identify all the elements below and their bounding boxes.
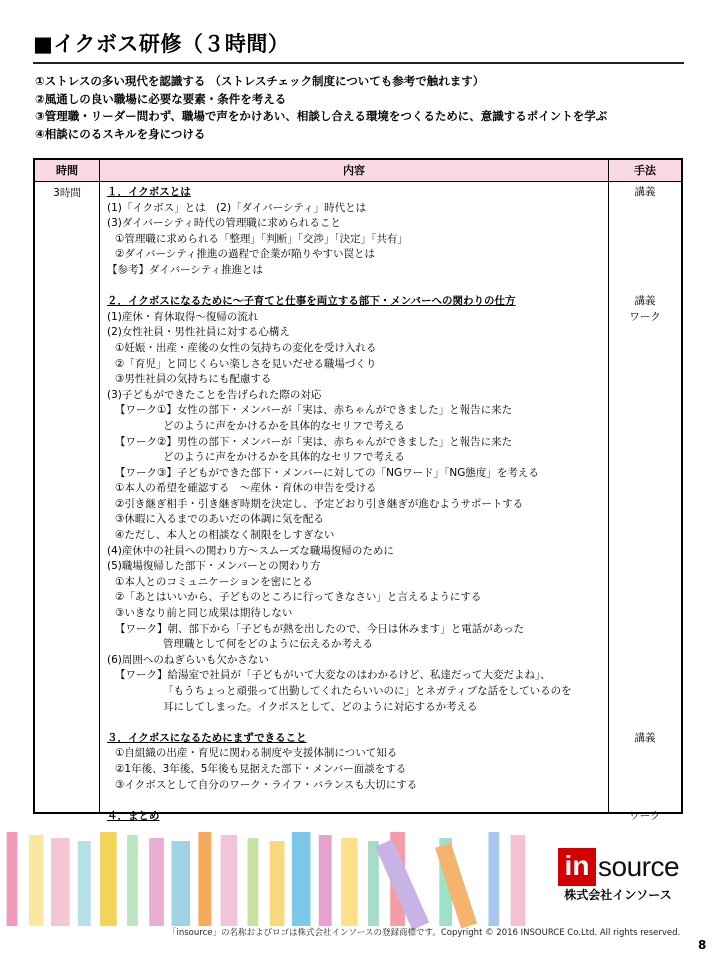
- book-spine-stripe: [368, 841, 379, 926]
- book-spine-stripe: [7, 832, 18, 926]
- content-line: ②ダイバーシティ推進の過程で企業が陥りやすい罠とは: [115, 248, 375, 261]
- book-spine-stripe: [270, 841, 285, 926]
- content-line: 管理職として何をどのように伝えるか考える: [163, 638, 373, 651]
- content-line: ②1年後、3年後、5年後も見据えた部下・メンバー面談をする: [115, 762, 407, 775]
- section-gap: [107, 793, 605, 809]
- book-spine-stripe: [127, 835, 138, 926]
- section-heading: ３．イクボスになるためにまずできること: [107, 731, 307, 744]
- objective-item: ①ストレスの多い現代を認識する （ストレスチェック制度についても参考で触れます）: [35, 74, 485, 88]
- content-line: ②引き継ぎ相手・引き継ぎ時期を決定し、予定どおり引き継ぎが進むようサポートする: [115, 497, 524, 510]
- book-spine-stripe: [221, 835, 238, 926]
- method-label: 講義: [634, 295, 656, 308]
- book-spine-stripe: [29, 835, 44, 926]
- book-spine-stripe: [149, 838, 164, 926]
- content-line: 【ワーク】朝、部下から「子どもが熱を出したので、今日は休みます」と電話があった: [115, 622, 525, 635]
- section-gap: [107, 279, 605, 295]
- book-spine-stripe: [171, 841, 190, 926]
- content-line: (1)産休・育休取得～復帰の流れ: [107, 310, 259, 323]
- section-heading: ４．まとめ: [107, 809, 160, 822]
- objective-item: ②風通しの良い職場に必要な要素・条件を考える: [35, 91, 287, 106]
- objectives-list: [35, 73, 685, 143]
- book-spine-stripe: [78, 841, 91, 926]
- objective-item: ③管理職・リーダー問わず、職場で声をかけあい、相談し合える環境をつくるために、意識するポイントを学ぶ: [35, 109, 608, 123]
- section-heading: １．イクボスとは: [107, 186, 191, 198]
- content-line: ②「あとはいいから、子どものところに行ってきなさい」と言えるようにする: [115, 591, 482, 604]
- section-gap: [107, 715, 605, 731]
- book-spine-stripe: [292, 832, 311, 926]
- book-spine-stripe: [341, 838, 358, 926]
- company-logo: [558, 848, 678, 908]
- method-label: ワーク: [629, 310, 661, 323]
- decorative-stripes: [0, 830, 530, 930]
- content-line: 【ワーク②】男性の部下・メンバーが「実は、赤ちゃんができました」と報告に来た: [115, 435, 513, 448]
- book-spine-stripe: [488, 832, 499, 926]
- section-heading: ２．イクボスになるために～子育てと仕事を両立する部下・メンバーへの関わりの仕方: [107, 295, 516, 308]
- page-title: ■イクボス研修（３時間）: [33, 32, 290, 56]
- method-label: 講義: [634, 732, 656, 744]
- content-line: ③イクボスとして自分のワーク・ライフ・バランスも大切にする: [115, 778, 418, 791]
- book-spine-stripe: [319, 835, 332, 926]
- content-line: (3)子どもができたことを告げられた際の対応: [107, 388, 322, 401]
- column-divider: [608, 160, 609, 812]
- book-spine-stripe: [100, 832, 117, 926]
- curriculum-table: [33, 158, 683, 822]
- method-label: ワーク: [629, 810, 661, 822]
- content-line: ①本人とのコミュニケーションを密にとる: [115, 575, 313, 588]
- book-spine-stripe: [511, 835, 526, 926]
- book-spine-stripe: [248, 838, 259, 926]
- content-line: 「もうちょっと頑張って出勤してくれたらいいのに」とネガティブな話をしているのを: [163, 685, 572, 697]
- content-line: (2)女性社員・男性社員に対する心構え: [107, 326, 290, 339]
- content-line: ③男性社員の気持ちにも配慮する: [115, 373, 272, 386]
- page-number: 8: [698, 938, 707, 952]
- content-line: ③いきなり前と同じ成果は期待しない: [115, 607, 293, 620]
- header-content: 内容: [343, 164, 365, 177]
- content-line: ④ただし、本人との相談なく制限をしすぎない: [115, 529, 335, 542]
- method-label: 講義: [634, 186, 656, 198]
- table-header: [35, 160, 681, 182]
- content-line: 耳にしてしまった。イクボスとして、どのように対応するか考える: [163, 700, 478, 713]
- content-line: ①自組織の出産・育児に関わる制度や支援体制について知る: [115, 747, 398, 760]
- time-value: 3時間: [53, 187, 81, 199]
- content-line: (3)ダイバーシティ時代の管理職に求められること: [107, 217, 341, 230]
- header-method: 手法: [634, 164, 656, 177]
- content-line: (1)「イクボス」とは (2)「ダイバーシティ」時代とは: [107, 201, 367, 214]
- content-line: どのように声をかけるかを具体的なセリフで考える: [163, 419, 405, 432]
- content-line: 【参考】ダイバーシティ推進とは: [107, 263, 264, 276]
- title-divider: [33, 62, 684, 64]
- book-spine-stripe: [51, 838, 70, 926]
- content-line: 【ワーク①】女性の部下・メンバーが「実は、赤ちゃんができました」と報告に来た: [115, 404, 513, 417]
- column-divider: [99, 160, 100, 812]
- content-line: ①管理職に求められる「整理」「判断」「交渉」「決定」「共有」: [115, 232, 408, 245]
- content-line: ③休暇に入るまでのあいだの体調に気を配る: [115, 513, 324, 526]
- content-line: ①妊娠・出産・産後の女性の気持ちの変化を受け入れる: [115, 341, 377, 354]
- objective-item: ④相談にのるスキルを身につける: [35, 126, 206, 141]
- content-line: どのように声をかけるかを具体的なセリフで考える: [163, 451, 405, 464]
- content-line: 【ワーク③】子どもができた部下・メンバーに対しての「NGワード」「NG態度」を考える: [115, 466, 539, 479]
- company-name: 株式会社インソース: [564, 888, 672, 902]
- content-line: ②「育児」と同じくらい楽しさを見いだせる職場づくり: [115, 357, 377, 370]
- content-line: (5)職場復帰した部下・メンバーとの関わり方: [107, 560, 321, 573]
- logo-in-mark: in: [558, 848, 596, 886]
- content-cell: [107, 185, 605, 824]
- content-line: 【ワーク】給湯室で社員が「子どもがいて大変なのはわかるけど、私達だって大変だよね」、: [115, 669, 551, 682]
- header-time: 時間: [56, 164, 78, 177]
- content-line: (4)産休中の社員への関わり方～スムーズな職場復帰のために: [107, 544, 394, 557]
- copyright-text: 「insource」の名称およびロゴは株式会社インソースの登録商標です。Copyright © 2016 INSOURCE Co.Ltd. All rights reserved.: [168, 928, 681, 938]
- content-line: (6)周囲へのねぎらいも欠かさない: [107, 653, 269, 666]
- book-spine-stripe: [198, 832, 211, 926]
- logo-wordmark: source: [598, 851, 680, 882]
- content-line: ①本人の希望を確認する ～産休・育休の申告を受ける: [115, 482, 377, 495]
